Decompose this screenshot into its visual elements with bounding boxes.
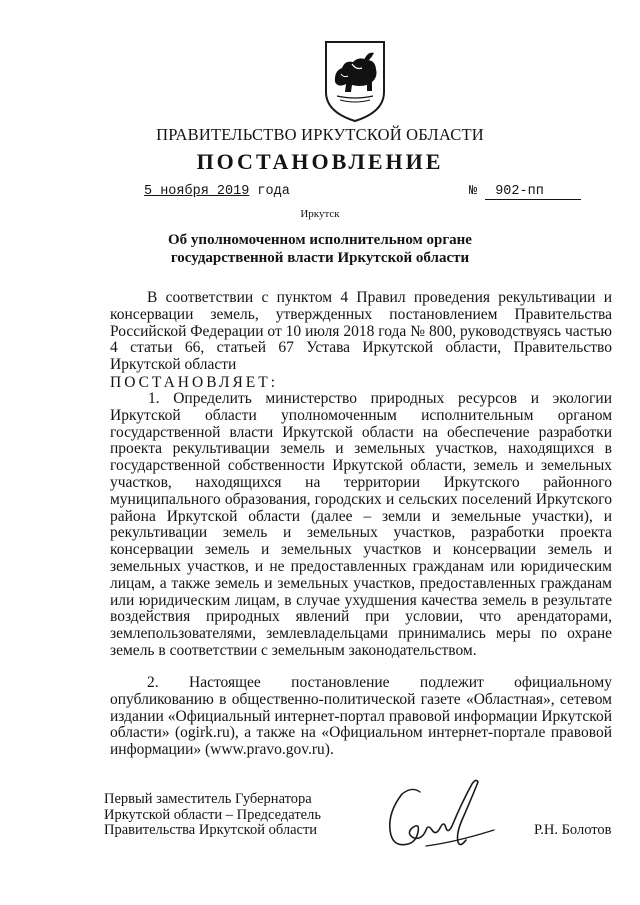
coat-of-arms-icon	[322, 38, 388, 124]
document-date	[144, 184, 290, 199]
item-1-text: Иркутской области уполномоченным исполнительным органом государственной власти Иркутской области на обеспечение разработки проекта рекультивации земель и земельных участков, находящихся в государственной собственности Иркутской области, земель и земельных участков, находящихся на территории Иркутского районного муниципального образования, городских и сельских поселений Иркутского района Иркутской области (далее – земли и земельные участки), и рекультивации земель и земельных участков, разработки проекта консервации земель и земельных участков и консервации земель и земельных участков, и не предоставленных гражданам или юридическим лицам, а также земель и земельных участков, предоставленных гражданам или юридическим лицам, в случае ухудшения качества земель в результате воздействия природных явлений при условии, что арендаторами, землепользователями, землевладельцами принимались меры по охране земель в соответствии с земельным законодательством.	[110, 406, 612, 659]
item-1-paragraph	[110, 391, 612, 660]
signer-name: Р.Н. Болотов	[534, 822, 612, 838]
government-name: ПРАВИТЕЛЬСТВО ИРКУТСКОЙ ОБЛАСТИ	[156, 125, 484, 144]
date-suffix: года	[249, 184, 290, 199]
document-type: ПОСТАНОВЛЕНИЕ	[196, 149, 444, 174]
decree-word: ПОСТАНОВЛЯЕТ:	[110, 374, 279, 391]
document-number	[469, 184, 581, 200]
signer-position-line: Первый заместитель Губернатора	[104, 791, 312, 807]
signature-icon	[366, 772, 506, 858]
city: Иркутск	[300, 208, 340, 220]
signer-position-line: Правительства Иркутской области	[104, 822, 318, 838]
number-prefix: №	[469, 184, 486, 199]
document-title: Об уполномоченном исполнительном органе государственной власти Иркутской области	[168, 232, 472, 266]
item-2-paragraph: 2. Настоящее постановление подлежит официальному опубликованию в общественно-политической газете «Областная», сетевом издании «Официальный интернет-портал правовой информации Иркутской области» (ogirk.ru), а также на «Официальном интернет-портале правовой информации» (www.pravo.gov.ru).	[110, 674, 612, 759]
number-value: 902-пп	[485, 184, 581, 200]
intro-paragraph: В соответствии с пунктом 4 Правил проведения рекультивации и консервации земель, утвержденных постановлением Правительства Российской Федерации от 10 июля 2018 года № 800, руководствуясь частью 4 статьи 66, статьей 67 Устава Иркутской области, Правительство Иркутской области	[110, 289, 612, 374]
signer-position-line: Иркутской области – Председатель	[104, 806, 321, 823]
item-1-first-line: 1. Определить министерство природных ресурсов и экологии	[148, 390, 612, 407]
date-value: 5 ноября 2019	[144, 184, 250, 199]
signer-position	[104, 792, 321, 839]
